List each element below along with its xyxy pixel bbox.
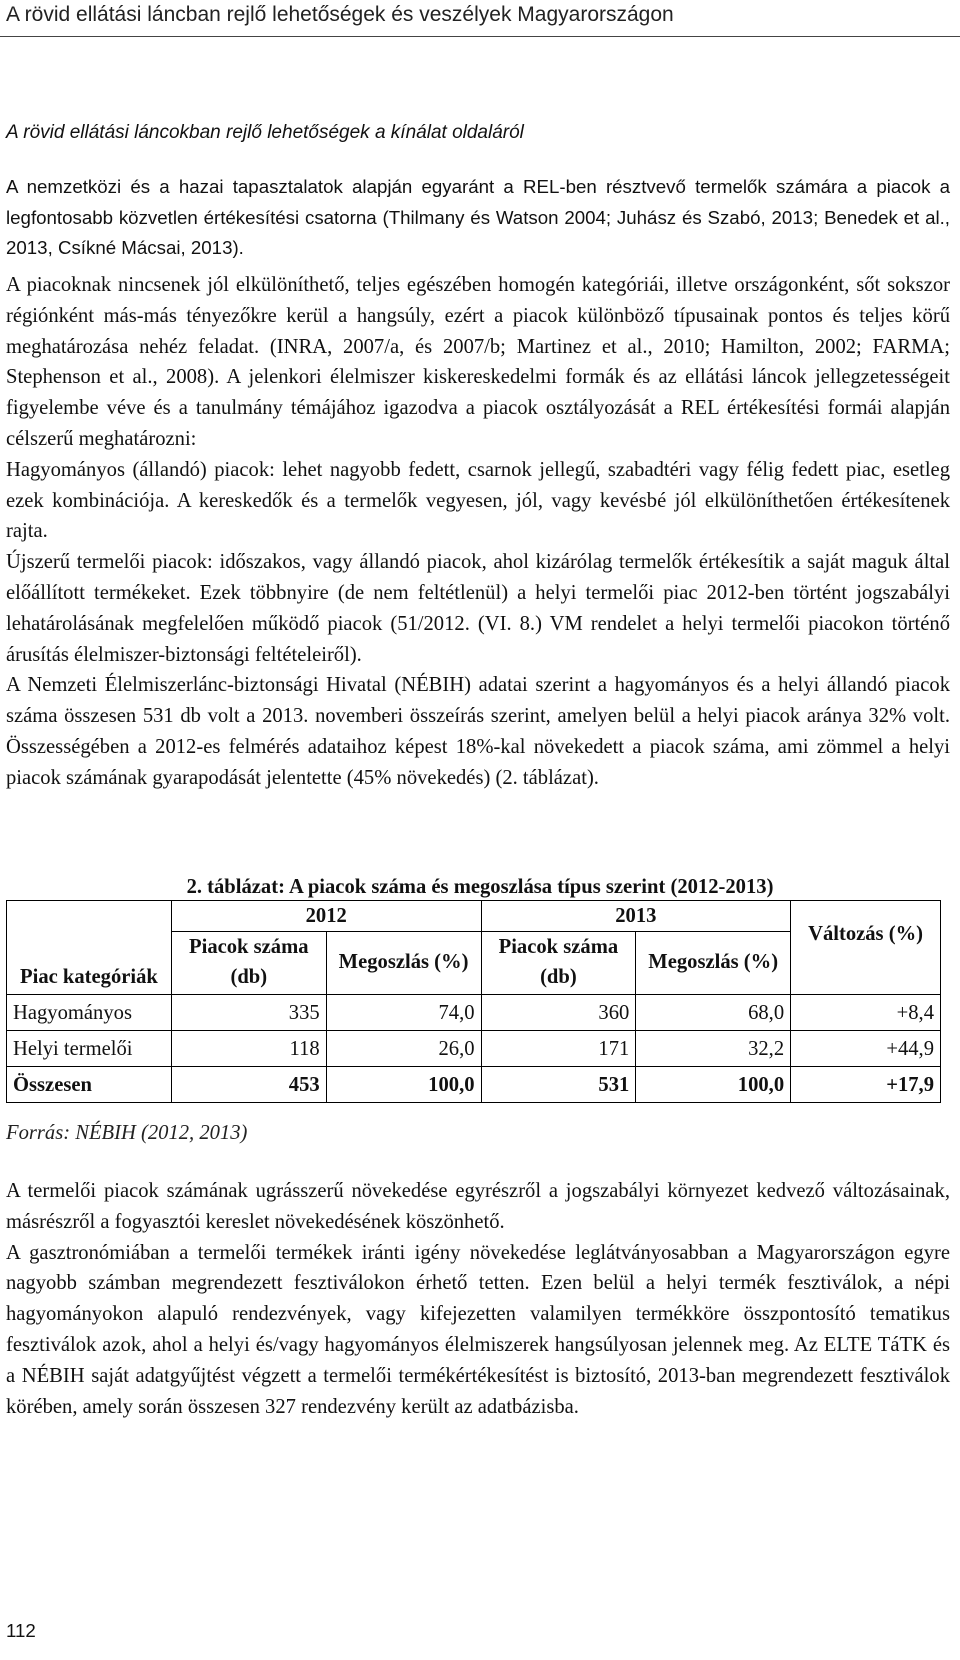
- row-category: Hagyományos: [7, 995, 172, 1031]
- header-share-2012: Megoszlás (%): [326, 932, 481, 995]
- table-row-total: [7, 1067, 941, 1103]
- body-block: [6, 270, 950, 794]
- row-share-2013: 68,0: [636, 995, 791, 1031]
- row-change: +8,4: [791, 995, 941, 1031]
- running-header: A rövid ellátási láncban rejlő lehetőségek és veszélyek Magyarországon: [6, 3, 674, 26]
- row-category: Összesen: [7, 1067, 172, 1103]
- row-change: +17,9: [791, 1067, 941, 1103]
- row-count-2013: 171: [481, 1031, 636, 1067]
- paragraph-growth-reasons: A termelői piacok számának ugrásszerű növekedése egyrészről a jogszabályi környezet kedvező változásainak, másrészről a fogyasztói kereslet növekedésének köszönhető.: [6, 1180, 950, 1233]
- header-year-2013: 2013: [481, 901, 791, 932]
- table-row: [7, 1031, 941, 1067]
- paragraph-festivals: A gasztronómiában a termelői termékek iránti igény növekedése leglátványosabban a Magyarországon egyre nagyobb számban megrendezett fesztiválokon érhető tetten. Ezen belül a helyi termék fesztiválok, a népi hagyományokon alapuló rendezvények, vagy kifejezetten valamilyen termékköre összpontosító tematikus fesztiválok azok, ahol a helyi és/vagy hagyományos élelmiszerek hangsúlyosan jelennek meg. Az ELTE TáTK és a NÉBIH saját adatgyűjtést végzett a termelői termékértékesítést is biztosító, 2013-ban megrendezett fesztiválok körében, amely során összesen 327 rendezvény került az adatbázisba.: [6, 1241, 950, 1418]
- header-count-2012: Piacok száma (db): [171, 932, 326, 995]
- table-row: [7, 995, 941, 1031]
- page-number: 112: [6, 1620, 36, 1641]
- table-caption: 2. táblázat: A piacok száma és megoszlása típus szerint (2012-2013): [186, 876, 774, 898]
- header-category: Piac kategóriák: [7, 901, 172, 995]
- header-count-2013: Piacok száma (db): [481, 932, 636, 995]
- row-share-2013: 32,2: [636, 1031, 791, 1067]
- intro-block: [6, 172, 950, 264]
- paragraph-nebih-data: A Nemzeti Élelmiszerlánc-biztonsági Hivatal (NÉBIH) adatai szerint a hagyományos és a helyi állandó piacok száma összesen 531 db volt a 2013. novemberi összeírás szerint, amelyen belül a helyi piacok aránya 32% volt. Összességében a 2012-es felmérés adataihoz képest 18%-kal növekedett a piacok száma, ami zömmel a helyi piacok számának gyarapodását jelentette (45% növekedés) (2. táblázat).: [6, 674, 950, 789]
- paragraph-intro: A nemzetközi és a hazai tapasztalatok alapján egyaránt a REL-ben résztvevő termelők számára a piacok a legfontosabb közvetlen értékesítési csatorna (Thilmany és Watson 2004; Juhász és Szabó, 2013; Benedek et al., 2013, Csíkné Mácsai, 2013).: [6, 176, 950, 259]
- markets-table: [6, 900, 941, 1103]
- row-count-2013: 531: [481, 1067, 636, 1103]
- paragraph-traditional-markets: Hagyományos (állandó) piacok: lehet nagyobb fedett, csarnok jellegű, szabadtéri vagy félig fedett piac, esetleg ezek kombinációja. A kereskedők és a termelők vegyesen, jól, vagy kevésbé jól elkülöníthetően értékesítenek rajta.: [6, 458, 950, 543]
- row-share-2012: 26,0: [326, 1031, 481, 1067]
- row-count-2012: 335: [171, 995, 326, 1031]
- row-share-2012: 74,0: [326, 995, 481, 1031]
- row-share-2013: 100,0: [636, 1067, 791, 1103]
- row-category: Helyi termelői: [7, 1031, 172, 1067]
- row-count-2012: 118: [171, 1031, 326, 1067]
- closing-block: [6, 1176, 950, 1422]
- header-change: Változás (%): [791, 901, 941, 995]
- row-share-2012: 100,0: [326, 1067, 481, 1103]
- row-count-2012: 453: [171, 1067, 326, 1103]
- row-count-2013: 360: [481, 995, 636, 1031]
- header-rule: [0, 36, 960, 37]
- section-heading: A rövid ellátási láncokban rejlő lehetőségek a kínálat oldaláról: [6, 122, 524, 143]
- table-source: Forrás: NÉBIH (2012, 2013): [6, 1122, 248, 1144]
- header-year-2012: 2012: [171, 901, 481, 932]
- table-header-row-years: [7, 901, 941, 932]
- header-share-2013: Megoszlás (%): [636, 932, 791, 995]
- row-change: +44,9: [791, 1031, 941, 1067]
- paragraph-new-farmers-markets: Újszerű termelői piacok: időszakos, vagy állandó piacok, ahol kizárólag termelők értékesítik a saját maguk által előállított termékeket. Ezek többnyire (de nem feltétlenül) a helyi termelői piac 2012-ben történt jogszabályi lehatárolásának megfelelően működő piacok (51/2012. (VI. 8.) VM rendelet a helyi termelői piacokon történő árusítás élelmiszer-biztonsági feltételeiről).: [6, 551, 950, 666]
- paragraph-market-categories: A piacoknak nincsenek jól elkülöníthető, teljes egészében homogén kategóriái, illetve országonként, sőt sokszor régiónként más-más tényezőkre kerül a hangsúly, ezért a piacok különböző típusainak pontos és teljes körű meghatározása nehéz feladat. (INRA, 2007/a, és 2007/b; Martinez et al., 2010; Hamilton, 2002; FARMA; Stephenson et al., 2008). A jelenkori élelmiszer kiskereskedelmi formák és az ellátási láncok jellegzetességeit figyelembe véve és a tanulmány témájához igazodva a piacok osztályozását a REL értékesítési formái alapján célszerű meghatározni:: [6, 274, 950, 450]
